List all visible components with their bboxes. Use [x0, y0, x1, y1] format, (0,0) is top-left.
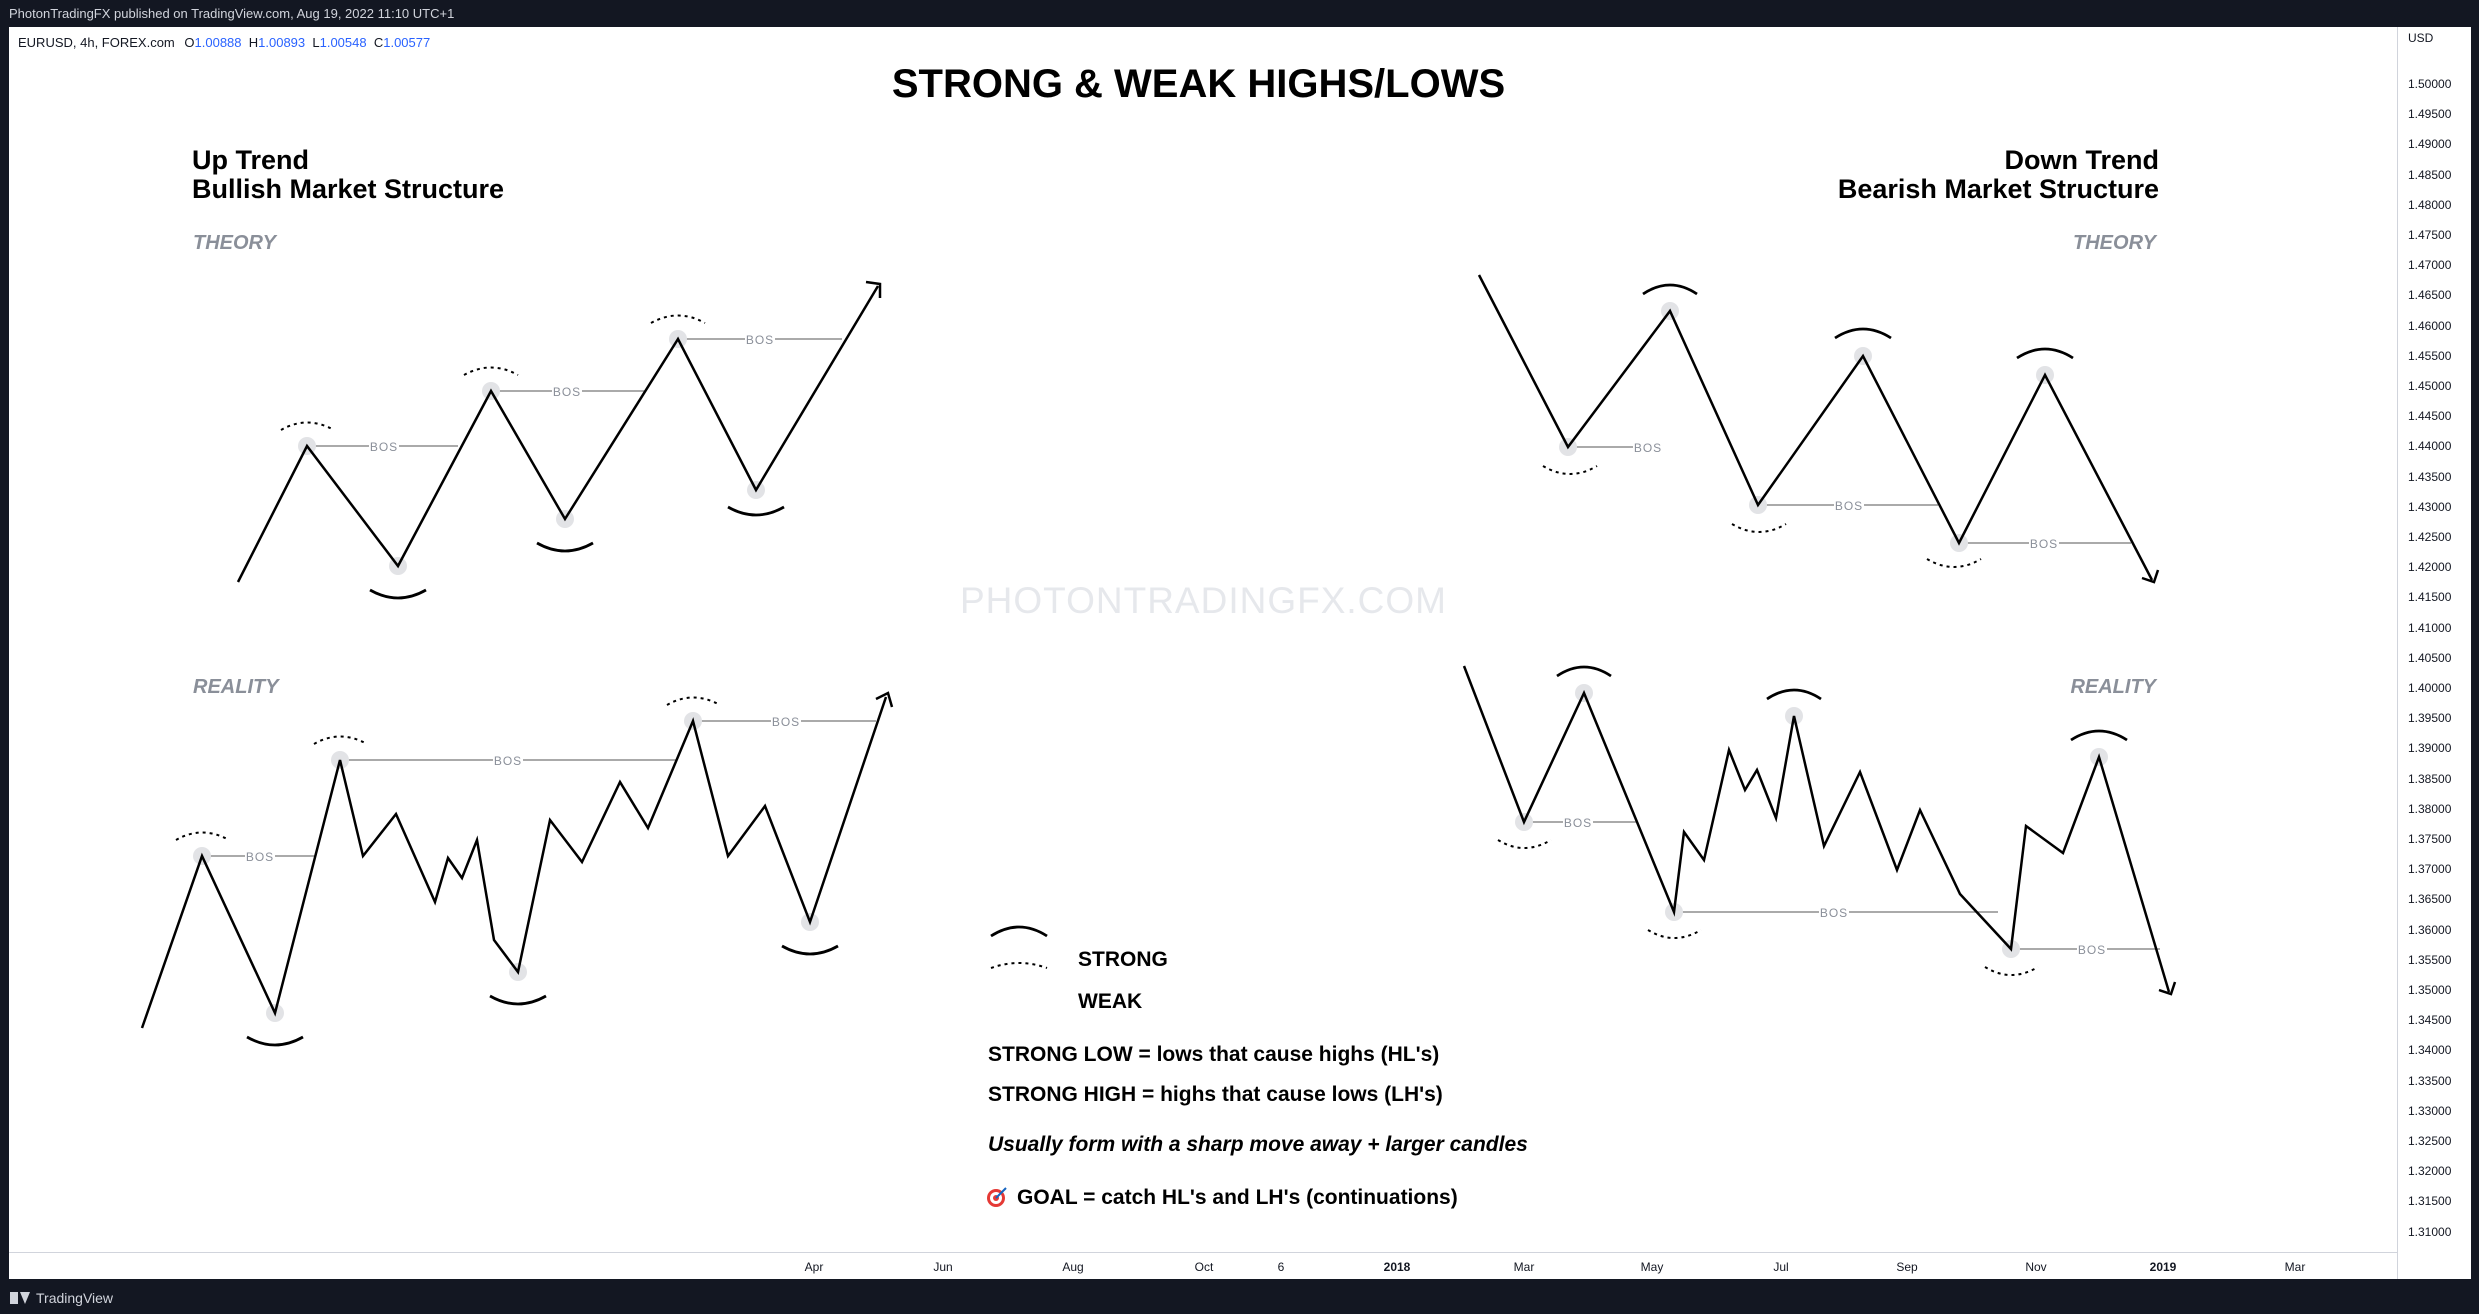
price-tick: 1.41000 — [2408, 620, 2452, 635]
time-tick: Apr — [804, 1260, 824, 1274]
bos-label: BOS — [552, 385, 582, 399]
price-tick: 1.36500 — [2408, 892, 2452, 907]
time-tick: May — [1640, 1260, 1664, 1274]
bos-label: BOS — [493, 754, 523, 768]
price-tick: 1.32500 — [2408, 1134, 2452, 1148]
bos-label: BOS — [1819, 906, 1849, 920]
up-theory-strong-arcs — [370, 507, 784, 598]
price-tick: 1.47000 — [2408, 258, 2452, 273]
down-theory-strong-arcs — [1643, 285, 2073, 358]
price-tick: 1.32000 — [2408, 1164, 2452, 1179]
price-tick: 1.31000 — [2408, 1224, 2452, 1239]
currency-label[interactable]: USD — [2408, 31, 2434, 45]
strong-low-note: STRONG LOW = lows that cause highs (HL's) — [988, 1043, 1440, 1066]
price-tick: 1.42500 — [2408, 530, 2452, 544]
price-tick: 1.38000 — [2408, 801, 2452, 816]
up-theory-bos-labels — [369, 331, 775, 454]
down-theory-bos-lines — [1568, 447, 2131, 543]
time-tick: Oct — [1194, 1260, 1214, 1274]
price-tick: 1.33500 — [2408, 1073, 2452, 1088]
down-theory-bos-labels — [1633, 439, 2059, 551]
price-tick: 1.44500 — [2408, 409, 2452, 424]
down-trend-line1: Down Trend — [2004, 145, 2159, 175]
bos-label: BOS — [1633, 441, 1663, 455]
bos-label: BOS — [745, 333, 775, 347]
footer-bar — [0, 1279, 2479, 1314]
price-tick: 1.46500 — [2408, 288, 2452, 303]
time-tick: 6 — [1277, 1260, 1285, 1274]
symbol-label[interactable]: EURUSD, 4h, FOREX.com — [18, 35, 175, 50]
price-tick: 1.50000 — [2408, 77, 2452, 91]
up-theory-dots — [298, 330, 765, 575]
price-tick: 1.45500 — [2408, 348, 2452, 363]
tradingview-icon — [10, 1292, 30, 1304]
footer-brand: TradingView — [36, 1290, 114, 1306]
bos-label: BOS — [2029, 537, 2059, 551]
price-tick: 1.39000 — [2408, 741, 2452, 756]
down-reality-weak-arcs — [1498, 840, 2038, 975]
up-reality-strong-arcs — [247, 946, 838, 1045]
bos-label: BOS — [771, 715, 801, 729]
goal-note: GOAL = catch HL's and LH's (continuations) — [1017, 1186, 1458, 1209]
time-tick: Sep — [1896, 1260, 1918, 1274]
time-tick: Mar — [1513, 1260, 1535, 1274]
time-tick: Jul — [1773, 1260, 1789, 1274]
price-tick: 1.36000 — [2408, 922, 2452, 937]
price-tick: 1.41500 — [2408, 590, 2452, 605]
strong-high-note: STRONG HIGH = highs that cause lows (LH's) — [988, 1083, 1443, 1106]
time-tick: Nov — [2025, 1260, 2047, 1274]
down-trend-line2: Bearish Market Structure — [1837, 174, 2159, 204]
price-tick: 1.33000 — [2408, 1103, 2452, 1118]
price-tick: 1.46000 — [2408, 318, 2452, 333]
bos-label: BOS — [1834, 499, 1864, 513]
price-tick: 1.35500 — [2408, 952, 2452, 967]
price-tick: 1.49000 — [2408, 137, 2452, 152]
price-tick: 1.45000 — [2408, 379, 2452, 393]
down-theory-weak-arcs — [1543, 466, 1981, 567]
time-tick: Aug — [1062, 1260, 1084, 1274]
time-tick: 2018 — [1383, 1260, 1411, 1274]
price-tick: 1.42000 — [2408, 560, 2452, 575]
time-tick: Jun — [933, 1260, 953, 1274]
price-tick: 1.34500 — [2408, 1013, 2452, 1028]
key-weak-arc — [991, 963, 1047, 968]
down-theory-label: THEORY — [2073, 232, 2156, 254]
price-tick: 1.48000 — [2408, 197, 2452, 212]
price-tick: 1.43000 — [2408, 499, 2452, 514]
price-tick: 1.40500 — [2408, 650, 2452, 665]
tradingview-logo[interactable] — [10, 1290, 113, 1306]
key-strong-label: STRONG — [1078, 948, 1168, 971]
watermark: PHOTONTRADINGFX.COM — [960, 580, 1447, 621]
price-tick: 1.34000 — [2408, 1043, 2452, 1058]
key-strong-arc — [991, 927, 1047, 936]
bos-label: BOS — [2077, 943, 2107, 957]
up-reality-weak-arcs — [176, 698, 720, 841]
bos-label: BOS — [369, 440, 399, 454]
price-tick: 1.49500 — [2408, 107, 2452, 122]
price-tick: 1.31500 — [2408, 1194, 2452, 1209]
price-tick: 1.47500 — [2408, 228, 2452, 242]
down-reality-label: REALITY — [2070, 676, 2156, 698]
price-tick: 1.37000 — [2408, 862, 2452, 877]
usually-note: Usually form with a sharp move away + larger candles — [988, 1133, 1528, 1156]
down-theory-dots — [1559, 302, 2054, 552]
price-tick: 1.48500 — [2408, 167, 2452, 182]
up-reality-bos-lines — [203, 721, 876, 856]
key-weak-label: WEAK — [1078, 990, 1143, 1013]
price-axis[interactable] — [2397, 27, 2471, 1279]
publish-info: PhotonTradingFX published on TradingView.com, Aug 19, 2022 11:10 UTC+1 — [9, 6, 455, 21]
down-reality-bos-lines — [1525, 822, 2160, 949]
up-theory-label: THEORY — [193, 232, 276, 254]
price-tick: 1.43500 — [2408, 469, 2452, 484]
down-reality-dots — [1515, 684, 2108, 958]
bos-label: BOS — [1563, 816, 1593, 830]
time-tick: 2019 — [2149, 1260, 2177, 1274]
price-tick: 1.37500 — [2408, 832, 2452, 846]
price-tick: 1.35000 — [2408, 983, 2452, 997]
up-theory-price-path — [238, 286, 878, 582]
time-tick: Mar — [2284, 1260, 2306, 1274]
price-tick: 1.44000 — [2408, 439, 2452, 454]
price-tick: 1.40000 — [2408, 681, 2452, 695]
time-axis[interactable] — [9, 1252, 2397, 1280]
up-reality-label: REALITY — [193, 676, 279, 698]
ohlc-values: O1.00888 H1.00893 L1.00548 C1.00577 — [184, 35, 431, 50]
price-tick: 1.38500 — [2408, 771, 2452, 786]
down-theory-price-path — [1479, 275, 2152, 580]
price-tick: 1.39500 — [2408, 711, 2452, 726]
up-trend-line2: Bullish Market Structure — [192, 174, 505, 204]
drawing-title: STRONG & WEAK HIGHS/LOWS — [891, 62, 1506, 106]
up-reality-bos-labels — [245, 713, 801, 864]
up-trend-line1: Up Trend — [192, 145, 310, 175]
bos-label: BOS — [245, 850, 275, 864]
down-reality-strong-arcs — [1557, 667, 2127, 740]
up-theory-weak-arcs — [281, 316, 705, 431]
target-icon — [987, 1188, 1006, 1207]
